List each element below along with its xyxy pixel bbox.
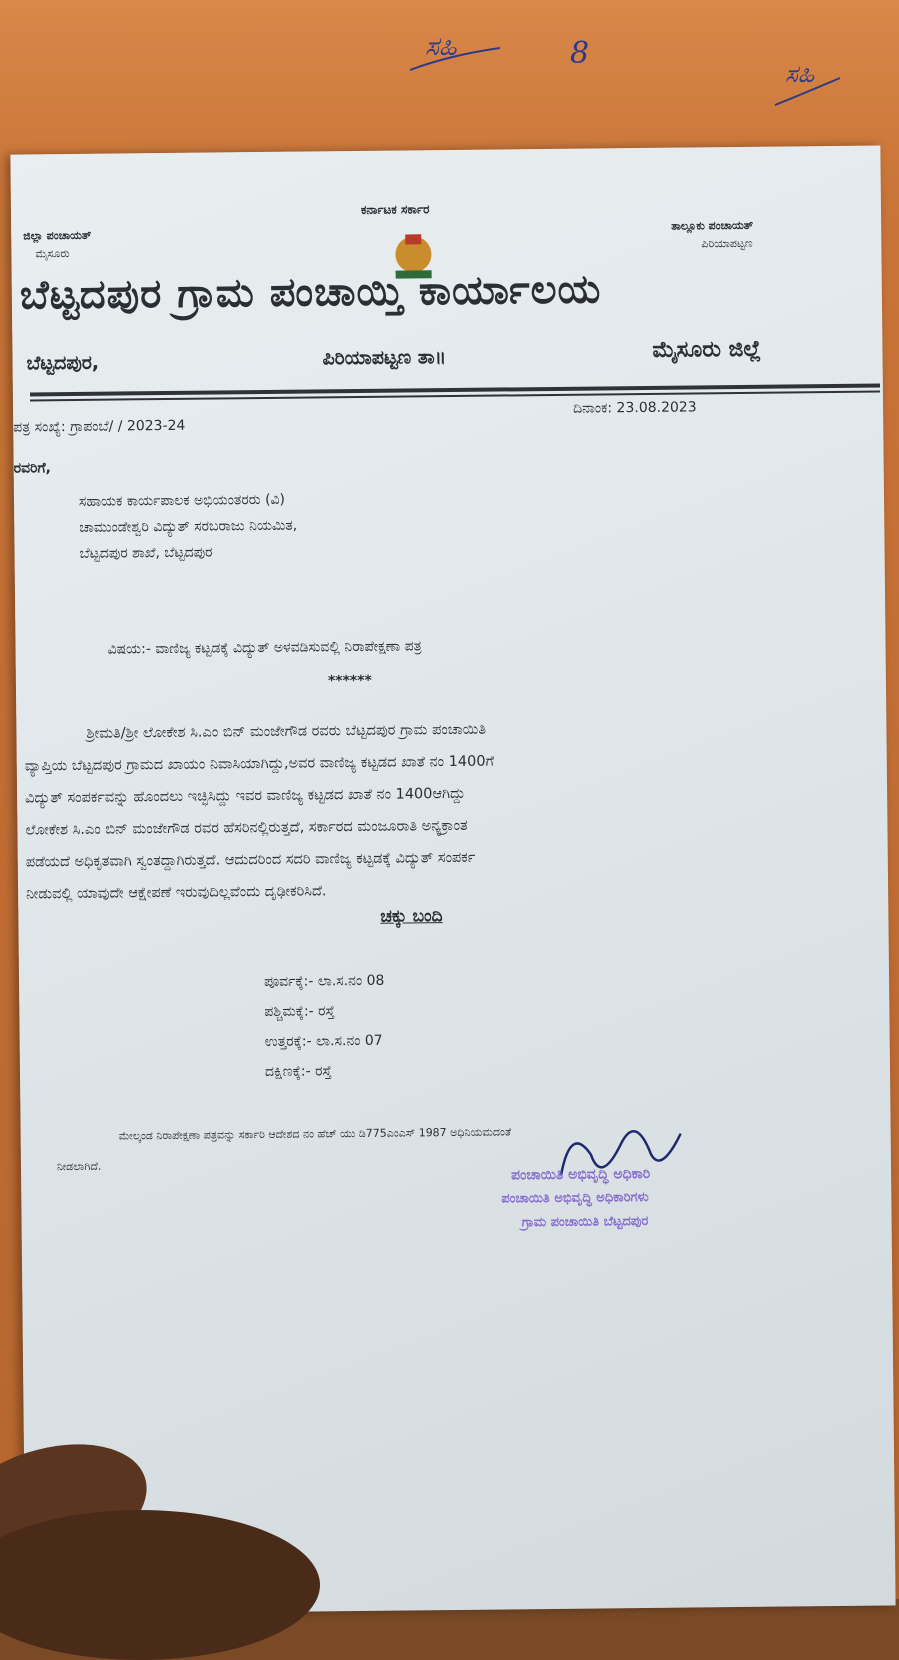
stamp-line3: ಗ್ರಾಮ ಪಂಚಾಯಿತಿ ಬೆಟ್ಟದಪುರ (521, 1213, 649, 1231)
footer-line2: ನೀಡಲಾಗಿದೆ. (56, 1159, 102, 1174)
subject-line: ವಿಷಯ:- ವಾಣಿಜ್ಯ ಕಟ್ಟಡಕ್ಕೆ ವಿದ್ಯುತ್ ಅಳವಡಿಸುವಲ್ಲಿ ನಿರಾಪೇಕ್ಷಣಾ ಪತ್ರ (107, 638, 422, 658)
subject-stars: ****** (327, 672, 372, 690)
boundary-east: ಪೂರ್ವಕ್ಕೆ:- ಲಾ.ಸ.ನಂ 08 (263, 972, 385, 990)
reference-number: ಪತ್ರ ಸಂಖ್ಯೆ: ಗ್ರಾಪಂಬೆ/ / 2023-24 (13, 417, 186, 436)
folder-scribble (0, 0, 899, 140)
taluk-panchayat-label: ತಾಲ್ಲೂಕು ಪಂಚಾಯತ್ (671, 218, 754, 233)
body-line6: ನೀಡುವಲ್ಲಿ ಯಾವುದೇ ಆಕ್ಷೇಪಣೆ ಇರುವುದಿಲ್ಲವೆಂದು ದೃಢೀಕರಿಸಿದೆ. (26, 883, 327, 903)
addressee-line2: ಚಾಮುಂಡೇಶ್ವರಿ ವಿದ್ಯುತ್ ಸರಬರಾಜು ನಿಯಮಿತ, (79, 517, 298, 536)
body-line5: ಪಡೆಯದೆ ಅಧಿಕೃತವಾಗಿ ಸ್ವಂತದ್ದಾಗಿರುತ್ತದೆ. ಆದುದರಿಂದ ಸದರಿ ವಾಣಿಜ್ಯ ಕಟ್ಟಡಕ್ಕೆ ವಿದ್ಯುತ್ ಸಂಪರ್ಕ (25, 849, 476, 871)
taluk-place-label: ಪಿರಿಯಾಪಟ್ಟಣ (701, 236, 753, 251)
zilla-place-label: ಮೈಸೂರು (35, 246, 70, 261)
zilla-panchayat-label: ಜಿಲ್ಲಾ ಪಂಚಾಯತ್ (23, 228, 92, 243)
letter-paper (10, 145, 895, 1614)
folder-mark-left: ಸಹಿ (425, 32, 457, 62)
boundary-south: ದಕ್ಷಿಣಕ್ಕೆ:- ರಸ್ತೆ (264, 1063, 332, 1080)
govt-label: ಕರ್ನಾಟಕ ಸರ್ಕಾರ (360, 202, 430, 217)
addressee-line1: ಸಹಾಯಕ ಕಾರ್ಯಪಾಲಕ ಅಭಿಯಂತರರು (ವಿ) (78, 491, 286, 510)
place-right: ಮೈಸೂರು ಜಿಲ್ಲೆ (652, 336, 762, 363)
salutation: ರವರಿಗೆ, (13, 460, 51, 477)
body-line3: ವಿದ್ಯುತ್ ಸಂಪರ್ಕವನ್ನು ಹೊಂದಲು ಇಚ್ಛಿಸಿದ್ದು ಇವರ ವಾಣಿಜ್ಯ ಕಟ್ಟಡದ ಖಾತೆ ನಂ 1400ಆಗಿದ್ದು (25, 785, 466, 807)
stamp-line2: ಪಂಚಾಯಿತಿ ಅಭಿವೃದ್ಧಿ ಅಧಿಕಾರಿಗಳು (501, 1189, 649, 1207)
letter-date: ದಿನಾಂಕ: 23.08.2023 (572, 399, 697, 417)
place-left: ಬೆಟ್ಟದಪುರ, (26, 351, 100, 375)
folder-mark-number: 8 (570, 36, 590, 71)
stamp-line1: ಪಂಚಾಯಿತಿ ಅಭಿವೃದ್ಧಿ ಅಧಿಕಾರಿ (511, 1165, 651, 1184)
body-line4: ಲೋಕೇಶ ಸಿ.ಎಂ ಬಿನ್ ಮಂಜೇಗೌಡ ರವರ ಹೆಸರಿನಲ್ಲಿರುತ್ತದೆ, ಸರ್ಕಾರದ ಮಂಜೂರಾತಿ ಅನ್ಯಕ್ರಾಂತ (25, 817, 468, 839)
body-line2: ವ್ಯಾಪ್ತಿಯ ಬೆಟ್ಟದಪುರ ಗ್ರಾಮದ ಖಾಯಂ ನಿವಾಸಿಯಾಗಿದ್ದು,ಅವರ ವಾಣಿಜ್ಯ ಕಟ್ಟಡದ ಖಾತೆ ನಂ 1400ಗೆ (24, 753, 495, 775)
boundary-north: ಉತ್ತರಕ್ಕೆ:- ಲಾ.ಸ.ನಂ 07 (264, 1032, 383, 1050)
addressee-line3: ಬೆಟ್ಟದಪುರ ಶಾಖೆ, ಬೆಟ್ಟದಪುರ (79, 544, 213, 562)
boundaries-heading: ಚಕ್ಕು ಬಂದಿ (380, 906, 443, 927)
boundary-west: ಪಶ್ಚಿಮಕ್ಕೆ:- ರಸ್ತೆ (264, 1003, 335, 1020)
body-line1: ಶ್ರೀಮತಿ/ಶ್ರೀ ಲೋಕೇಶ ಸಿ.ಎಂ ಬಿನ್ ಮಂಜೇಗೌಡ ರವರು ಬೆಟ್ಟದಪುರ ಗ್ರಾಮ ಪಂಚಾಯಿತಿ (86, 721, 487, 742)
folder-mark-right: ಸಹಿ (785, 60, 815, 88)
place-mid: ಪಿರಿಯಾಪಟ್ಟಣ ತಾ॥ (322, 346, 447, 370)
footer-line1: ಮೇಲ್ಕಂಡ ನಿರಾಪೇಕ್ಷಣಾ ಪತ್ರವನ್ನು ಸರ್ಕಾರಿ ಆದೇಶದ ನಂ ಹೆಚ್ ಯು ಡಿ775ಎಂಎಸ್ 1987 ಅಧಿನಿಯಮದಂತೆ (118, 1125, 512, 1143)
office-title: ಬೆಟ್ಟದಪುರ ಗ್ರಾಮ ಪಂಚಾಯ್ತಿ ಕಾರ್ಯಾಲಯ (19, 266, 602, 319)
